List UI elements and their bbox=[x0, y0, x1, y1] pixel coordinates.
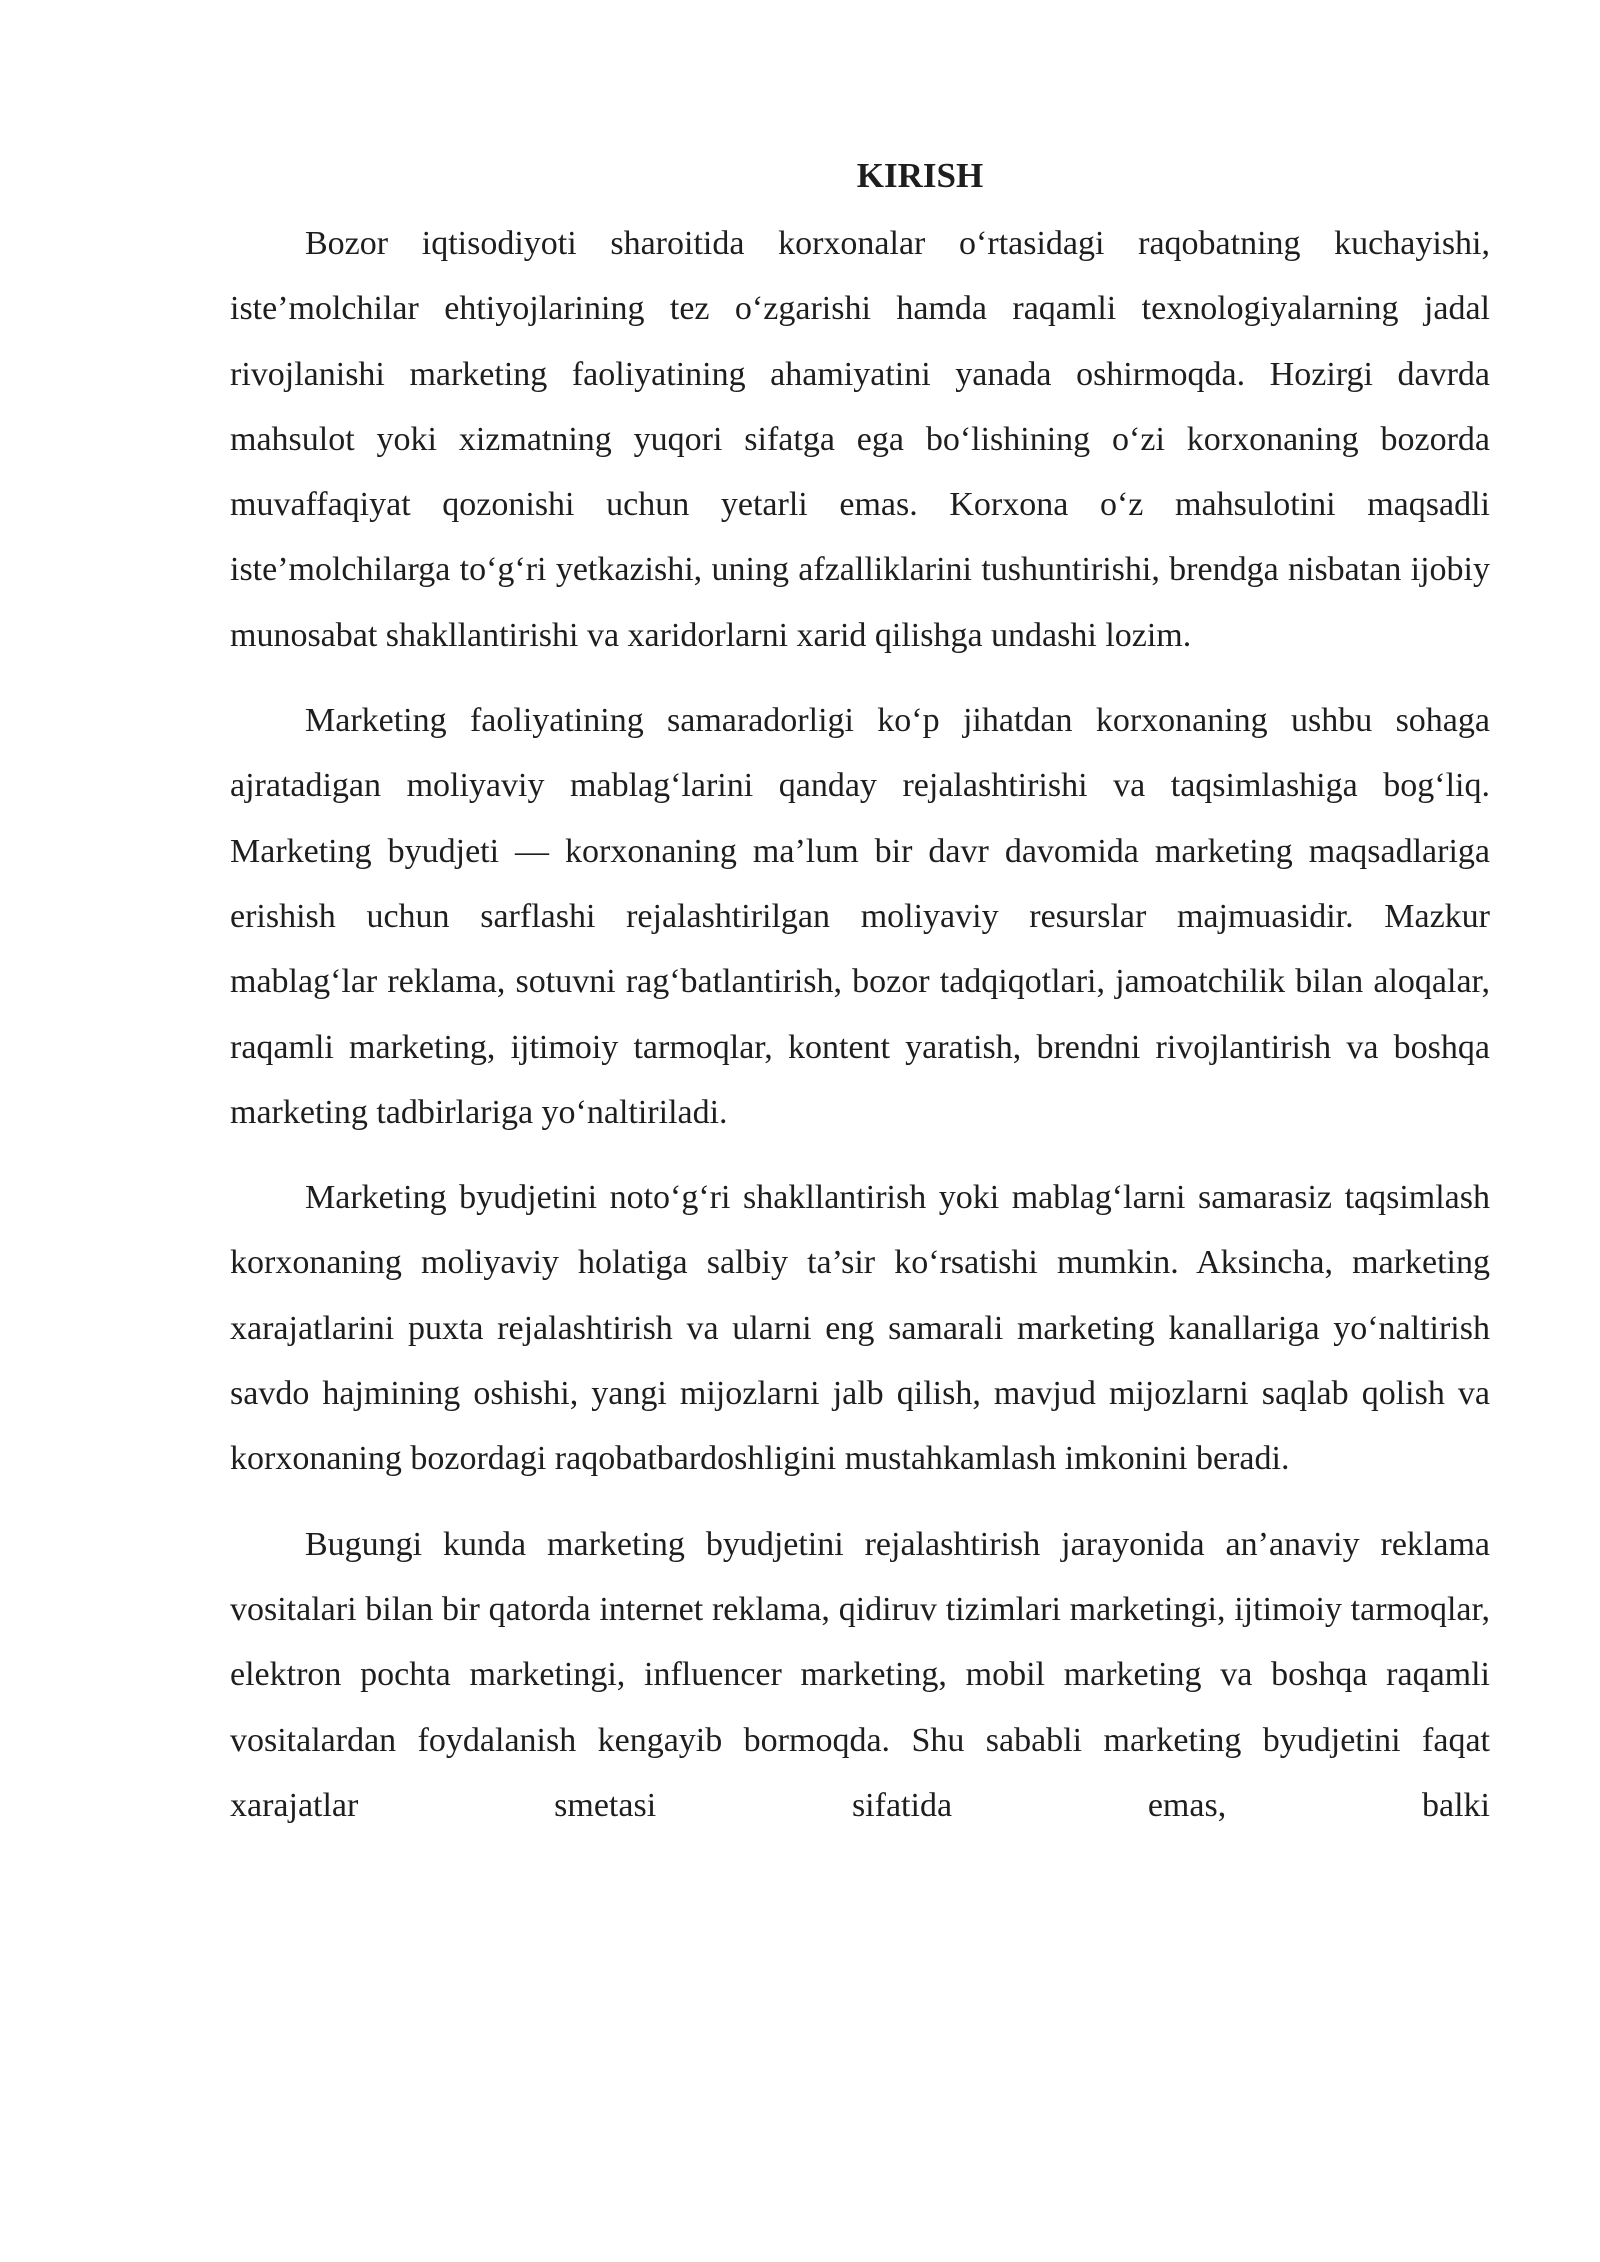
paragraph: Marketing byudjetini noto‘g‘ri shakllantirish yoki mablag‘larni samarasiz taqsimlash korxonaning moliyaviy holatiga salbiy ta’sir ko‘rsatishi mumkin. Aksincha, marketing xarajatlarini puxta rejalashtirish va ularni eng samarali marketing kanallariga yo‘naltirish savdo hajmining oshishi, yangi mijozlarni jalb qilish, mavjud mijozlarni saqlab qolish va korxonaning bozordagi raqobatbardoshligini mustahkamlash imkonini beradi. bbox=[230, 1179, 1490, 1478]
paragraph: Bugungi kunda marketing byudjetini rejalashtirish jarayonida an’anaviy reklama vositalari bilan bir qatorda internet reklama, qidiruv tizimlari marketingi, ijtimoiy tarmoqlar, elektron pochta marketingi, influencer marketing, mobil marketing va boshqa raqamli vositalardan foydalanish kengayib bormoqda. Shu sababli marketing byudjetini faqat xarajatlar smetasi sifatida emas, balki bbox=[230, 1525, 1490, 1824]
document-body bbox=[230, 150, 1490, 1858]
paragraph: Bozor iqtisodiyoti sharoitida korxonalar o‘rtasidagi raqobatning kuchayishi, iste’molchilar ehtiyojlarining tez o‘zgarishi hamda raqamli texnologiyalarning jadal rivojlanishi marketing faoliyatining ahamiyatini yanada oshirmoqda. Hozirgi davrda mahsulot yoki xizmatning yuqori sifatga ega bo‘lishining o‘zi korxonaning bozorda muvaffaqiyat qozonishi uchun yetarli emas. Korxona o‘z mahsulotini maqsadli iste’molchilarga to‘g‘ri yetkazishi, uning afzalliklarini tushuntirishi, brendga nisbatan ijobiy munosabat shakllantirishi va xaridorlarni xarid qilishga undashi lozim. bbox=[230, 225, 1490, 654]
page-title: KIRISH bbox=[856, 156, 984, 195]
paragraph: Marketing faoliyatining samaradorligi ko‘p jihatdan korxonaning ushbu sohaga ajratadigan moliyaviy mablag‘larini qanday rejalashtirishi va taqsimlashiga bog‘liq. Marketing byudjeti — korxonaning ma’lum bir davr davomida marketing maqsadlariga erishish uchun sarflashi rejalashtirilgan moliyaviy resurslar majmuasidir. Mazkur mablag‘lar reklama, sotuvni rag‘batlantirish, bozor tadqiqotlari, jamoatchilik bilan aloqalar, raqamli marketing, ijtimoiy tarmoqlar, kontent yaratish, brendni rivojlantirish va boshqa marketing tadbirlariga yo‘naltiriladi. bbox=[230, 702, 1490, 1131]
